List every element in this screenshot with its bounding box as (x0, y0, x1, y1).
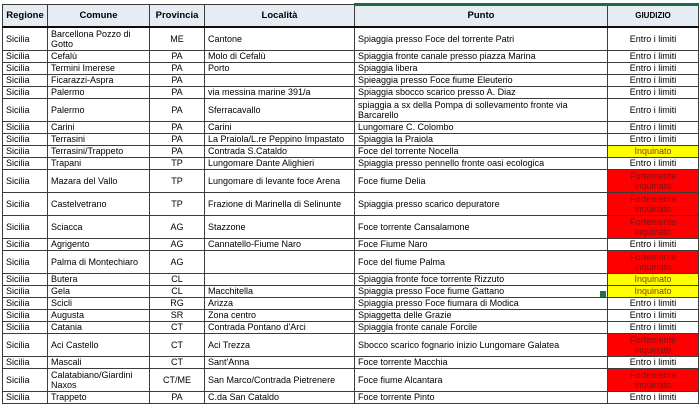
cell-provincia: CT (150, 333, 205, 356)
cell-regione: Sicilia (3, 285, 48, 297)
cell-provincia: AG (150, 250, 205, 273)
cell-giudizio: Fortemente inquinato (608, 333, 699, 356)
cell-punto: Spiaggia presso Foce del torrente Patri (355, 27, 608, 50)
table-row-3 (3, 62, 699, 74)
cell-localita: Molo di Cefalù (205, 50, 355, 62)
cell-comune: Mascali (48, 356, 150, 368)
cell-regione: Sicilia (3, 62, 48, 74)
cell-punto: Spiaggia presso Foce fiume Gattano (355, 285, 608, 297)
cell-regione: Sicilia (3, 309, 48, 321)
cell-comune: Palma di Montechiaro (48, 250, 150, 273)
cell-regione: Sicilia (3, 297, 48, 309)
table-row-16 (3, 273, 699, 285)
cell-giudizio: Entro i limiti (608, 62, 699, 74)
cell-provincia: CL (150, 273, 205, 285)
table-row-20 (3, 321, 699, 333)
table-row-14 (3, 238, 699, 250)
cell-localita: Lungomare di levante foce Arena (205, 169, 355, 192)
cell-punto: Spiaggia fronte canale presso piazza Marina (355, 50, 608, 62)
cell-punto: Foce fiume Alcantara (355, 368, 608, 391)
table-row-12 (3, 192, 699, 215)
cell-punto: Foce torrente Macchia (355, 356, 608, 368)
cell-punto: Spiaggetta delle Grazie (355, 309, 608, 321)
cell-giudizio: Entro i limiti (608, 50, 699, 62)
cell-punto: Spiaggia presso Foce fiumara di Modica (355, 297, 608, 309)
cell-giudizio: Entro i limiti (608, 74, 699, 86)
cell-giudizio: Entro i limiti (608, 121, 699, 133)
cell-punto: Lungomare C. Colombo (355, 121, 608, 133)
cell-localita: Cantone (205, 27, 355, 50)
cell-provincia: PA (150, 121, 205, 133)
table-row-18 (3, 297, 699, 309)
table-row-11 (3, 169, 699, 192)
table-row-5 (3, 86, 699, 98)
cell-punto: Foce Fiume Naro (355, 238, 608, 250)
cell-provincia: AG (150, 215, 205, 238)
cell-provincia: PA (150, 74, 205, 86)
cell-localita (205, 74, 355, 86)
cell-comune: Catania (48, 321, 150, 333)
cell-localita: Frazione di Marinella di Selinunte (205, 192, 355, 215)
cell-giudizio: Entro i limiti (608, 391, 699, 403)
selection-fill-handle[interactable] (600, 291, 606, 297)
table-row-2 (3, 50, 699, 62)
table-row-1 (3, 27, 699, 50)
cell-comune: Trapani (48, 157, 150, 169)
col-header-giudizio: GIUDIZIO (608, 5, 699, 28)
cell-localita: Sant'Anna (205, 356, 355, 368)
cell-regione: Sicilia (3, 169, 48, 192)
col-header-punto: Punto (355, 5, 608, 28)
cell-provincia: PA (150, 391, 205, 403)
cell-regione: Sicilia (3, 27, 48, 50)
col-header-comune: Comune (48, 5, 150, 28)
cell-provincia: ME (150, 27, 205, 50)
cell-localita: Lungomare Dante Alighieri (205, 157, 355, 169)
cell-provincia: CT/ME (150, 368, 205, 391)
cell-giudizio: Fortemente inquinato (608, 215, 699, 238)
table-row-13 (3, 215, 699, 238)
cell-localita: Sferracavallo (205, 98, 355, 121)
cell-comune: Butera (48, 273, 150, 285)
cell-punto: Spiaggia presso pennello fronte oasi ecologica (355, 157, 608, 169)
water-quality-table (2, 3, 699, 404)
cell-localita: Arizza (205, 297, 355, 309)
cell-regione: Sicilia (3, 121, 48, 133)
table-row-15 (3, 250, 699, 273)
table-row-19 (3, 309, 699, 321)
table-row-9 (3, 145, 699, 157)
cell-localita (205, 250, 355, 273)
cell-punto: Foce torrente Pinto (355, 391, 608, 403)
cell-localita: San Marco/Contrada Pietrenere (205, 368, 355, 391)
cell-giudizio: Entro i limiti (608, 321, 699, 333)
cell-giudizio: Inquinato (608, 285, 699, 297)
cell-regione: Sicilia (3, 192, 48, 215)
cell-punto: Foce del fiume Palma (355, 250, 608, 273)
cell-punto: Spiaggia libera (355, 62, 608, 74)
cell-regione: Sicilia (3, 273, 48, 285)
table-row-22 (3, 356, 699, 368)
cell-punto: Spiaggia la Praiola (355, 133, 608, 145)
table-row-8 (3, 133, 699, 145)
cell-comune: Palermo (48, 98, 150, 121)
table-row-24 (3, 391, 699, 403)
cell-comune: Cefalù (48, 50, 150, 62)
cell-giudizio: Entro i limiti (608, 86, 699, 98)
cell-comune: Palermo (48, 86, 150, 98)
cell-comune: Barcellona Pozzo di Gotto (48, 27, 150, 50)
cell-provincia: SR (150, 309, 205, 321)
cell-localita: via messina marine 391/a (205, 86, 355, 98)
cell-regione: Sicilia (3, 145, 48, 157)
cell-comune: Scicli (48, 297, 150, 309)
cell-giudizio: Entro i limiti (608, 133, 699, 145)
col-header-regione: Regione (3, 5, 48, 28)
header-row (3, 5, 699, 28)
cell-giudizio: Inquinato (608, 145, 699, 157)
table-row-6 (3, 98, 699, 121)
table-row-7 (3, 121, 699, 133)
col-header-localita: Località (205, 5, 355, 28)
cell-punto: spiaggia a sx della Pompa di sollevamento fronte via Barcarello (355, 98, 608, 121)
cell-regione: Sicilia (3, 98, 48, 121)
cell-localita: Porto (205, 62, 355, 74)
cell-comune: Aci Castello (48, 333, 150, 356)
table-row-4 (3, 74, 699, 86)
cell-punto: Spiaggia fronte foce torrente Rizzuto (355, 273, 608, 285)
cell-provincia: PA (150, 133, 205, 145)
cell-localita: Stazzone (205, 215, 355, 238)
cell-localita: Contrada Pontano d'Arci (205, 321, 355, 333)
cell-comune: Augusta (48, 309, 150, 321)
cell-giudizio: Fortemente inquinato (608, 368, 699, 391)
cell-regione: Sicilia (3, 74, 48, 86)
cell-localita: Carini (205, 121, 355, 133)
cell-regione: Sicilia (3, 157, 48, 169)
table-body (3, 27, 699, 403)
cell-localita: La Praiola/L.re Peppino Impastato (205, 133, 355, 145)
cell-regione: Sicilia (3, 356, 48, 368)
table-row-23 (3, 368, 699, 391)
cell-provincia: TP (150, 169, 205, 192)
cell-provincia: RG (150, 297, 205, 309)
cell-comune: Trappeto (48, 391, 150, 403)
col-header-provincia: Provincia (150, 5, 205, 28)
cell-localita: Contrada S.Cataldo (205, 145, 355, 157)
cell-provincia: PA (150, 86, 205, 98)
cell-punto: Sbocco scarico fognario inizio Lungomare Galatea (355, 333, 608, 356)
cell-comune: Gela (48, 285, 150, 297)
cell-giudizio: Entro i limiti (608, 27, 699, 50)
cell-provincia: PA (150, 50, 205, 62)
table-row-17 (3, 285, 699, 297)
cell-localita: Zona centro (205, 309, 355, 321)
cell-punto: Spieaggia presso Foce fiume Eleuterio (355, 74, 608, 86)
cell-giudizio: Fortemente inquinato (608, 250, 699, 273)
cell-giudizio: Entro i limiti (608, 309, 699, 321)
cell-provincia: AG (150, 238, 205, 250)
cell-regione: Sicilia (3, 391, 48, 403)
cell-provincia: PA (150, 145, 205, 157)
cell-provincia: TP (150, 192, 205, 215)
cell-comune: Agrigento (48, 238, 150, 250)
cell-giudizio: Entro i limiti (608, 98, 699, 121)
cell-regione: Sicilia (3, 333, 48, 356)
cell-punto: Foce torrente Cansalamone (355, 215, 608, 238)
cell-comune: Terrasini (48, 133, 150, 145)
cell-localita: Macchitella (205, 285, 355, 297)
cell-comune: Sciacca (48, 215, 150, 238)
cell-comune: Terrasini/Trappeto (48, 145, 150, 157)
table-row-21 (3, 333, 699, 356)
cell-provincia: TP (150, 157, 205, 169)
cell-provincia: CT (150, 356, 205, 368)
cell-punto: Foce fiume Delia (355, 169, 608, 192)
cell-provincia: CL (150, 285, 205, 297)
cell-regione: Sicilia (3, 50, 48, 62)
cell-regione: Sicilia (3, 321, 48, 333)
cell-provincia: PA (150, 98, 205, 121)
cell-giudizio: Fortemente inquinato (608, 192, 699, 215)
cell-regione: Sicilia (3, 133, 48, 145)
cell-giudizio: Entro i limiti (608, 297, 699, 309)
cell-localita: Cannatello-Fiume Naro (205, 238, 355, 250)
table-header (3, 5, 699, 28)
cell-comune: Castelvetrano (48, 192, 150, 215)
cell-localita: Aci Trezza (205, 333, 355, 356)
cell-giudizio: Entro i limiti (608, 157, 699, 169)
cell-giudizio: Entro i limiti (608, 238, 699, 250)
cell-provincia: PA (150, 62, 205, 74)
cell-comune: Ficarazzi-Aspra (48, 74, 150, 86)
cell-giudizio: Entro i limiti (608, 356, 699, 368)
cell-localita (205, 273, 355, 285)
cell-regione: Sicilia (3, 86, 48, 98)
cell-regione: Sicilia (3, 368, 48, 391)
cell-regione: Sicilia (3, 250, 48, 273)
cell-regione: Sicilia (3, 238, 48, 250)
cell-punto: Spiaggia sbocco scarico presso A. Diaz (355, 86, 608, 98)
cell-localita: C.da San Cataldo (205, 391, 355, 403)
cell-punto: Foce del torrente Nocella (355, 145, 608, 157)
table-row-10 (3, 157, 699, 169)
cell-giudizio: Inquinato (608, 273, 699, 285)
cell-giudizio: Fortemente inquinato (608, 169, 699, 192)
cell-comune: Carini (48, 121, 150, 133)
cell-provincia: CT (150, 321, 205, 333)
cell-punto: Spiaggia presso scarico depuratore (355, 192, 608, 215)
cell-comune: Calatabiano/Giardini Naxos (48, 368, 150, 391)
cell-comune: Mazara del Vallo (48, 169, 150, 192)
cell-regione: Sicilia (3, 215, 48, 238)
cell-punto: Spiaggia fronte canale Forcile (355, 321, 608, 333)
cell-comune: Termini Imerese (48, 62, 150, 74)
